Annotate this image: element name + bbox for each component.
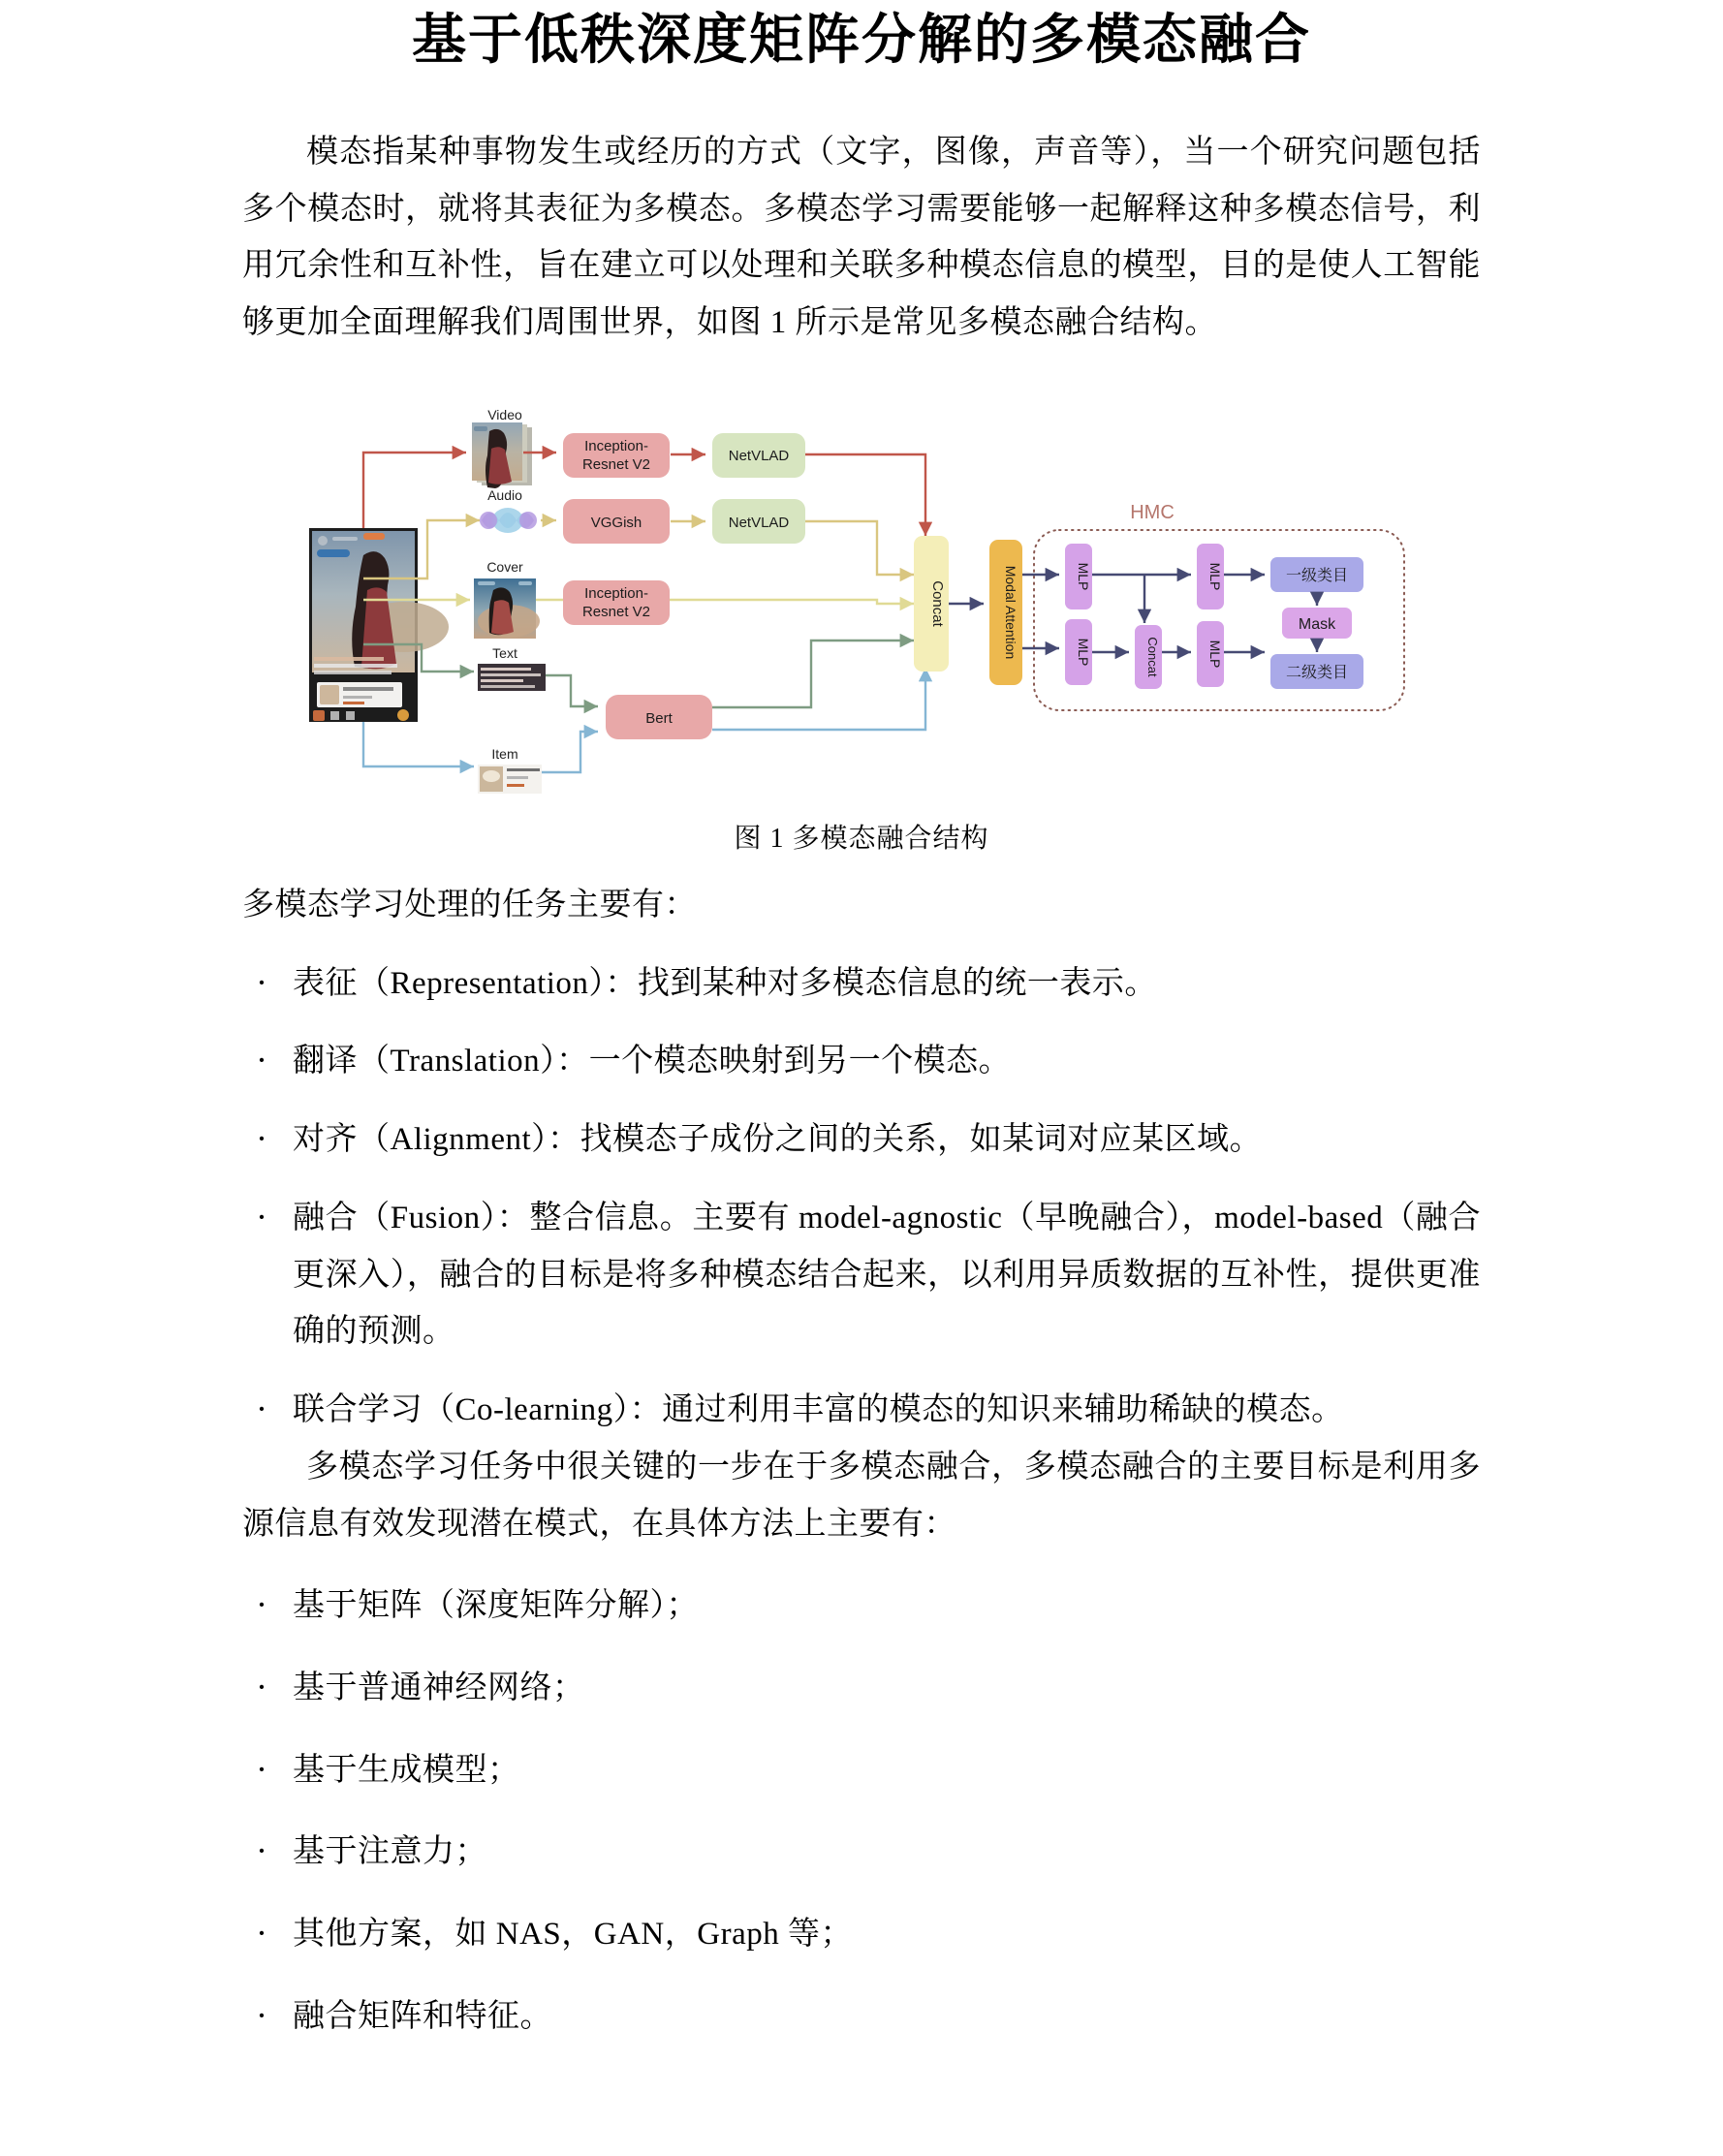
- text-label: Text: [492, 644, 517, 661]
- list-item: · 表征（Representation）：找到某种对多模态信息的统一表示。: [242, 955, 1481, 1013]
- paragraph-fusion-goal: 多模态学习任务中很关键的一步在于多模态融合，多模态融合的主要目标是利用多源信息有效发现潜在模式，在具体方法上主要有：: [242, 1449, 1481, 1542]
- audio-waveform-icon: [480, 508, 537, 533]
- paragraph-intro: 模态指某种事物发生或经历的方式（文字，图像，声音等），当一个研究问题包括多个模态时，就将其表征为多模态。多模态学习需要能够一起解释这种多模态信号，利用冗余性和互补性，旨在建立可以处理和关联多种模态信息的模型，目的是使人工智能够更加全面理解我们周围世界，如图 1 所示是常见多模态融合结构。: [242, 135, 1481, 341]
- video-encoder-line2: Resnet V2: [581, 455, 651, 473]
- page-title: 基于低秩深度矩阵分解的多模态融合: [412, 9, 1311, 70]
- text-encoder-label: Bert: [645, 709, 673, 727]
- list-item: · 融合（Fusion）：整合信息。主要有 model-agnostic（早晚融合），model-based（融合更深入），融合的目标是将多种模态结合起来，以利用异质数据的互补性，提供更准确的预测。: [242, 1190, 1481, 1360]
- audio-pool-label: NetVLAD: [728, 514, 790, 531]
- list-item: · 基于生成模型；: [242, 1742, 1481, 1799]
- text-modality: [478, 641, 914, 739]
- methods-list: [242, 1578, 1481, 2045]
- video-pool-label: NetVLAD: [728, 447, 790, 464]
- fusion-concat-label: Concat: [929, 580, 946, 627]
- hmc-level2-label: 二级类目: [1285, 664, 1349, 681]
- hmc-mask-label: Mask: [1298, 615, 1336, 633]
- modal-attention-box: [989, 540, 1022, 685]
- list-item: · 基于普通神经网络；: [242, 1660, 1481, 1717]
- figure-caption: 图 1 多模态融合结构: [734, 823, 989, 854]
- hmc-mlp-top-1-label: MLP: [1076, 562, 1091, 591]
- item-label: Item: [491, 745, 518, 762]
- audio-modality: [480, 487, 914, 575]
- audio-label: Audio: [487, 486, 522, 503]
- cover-encoder-line1: Inception-: [584, 584, 648, 602]
- hmc-group: [1022, 502, 1404, 710]
- cover-encoder-line2: Resnet V2: [581, 603, 651, 620]
- hmc-label: HMC: [1130, 501, 1175, 523]
- list-item: · 基于注意力；: [242, 1824, 1481, 1881]
- video-encoder-line1: Inception-: [584, 437, 648, 454]
- list-item: · 翻译（Translation）：一个模态映射到另一个模态。: [242, 1033, 1481, 1090]
- list-item: · 融合矩阵和特征。: [242, 1988, 1481, 2046]
- hmc-mlp-top-2-label: MLP: [1207, 562, 1223, 591]
- video-modality: [472, 407, 925, 536]
- tasks-list: [242, 955, 1481, 1439]
- video-label: Video: [487, 406, 522, 422]
- hmc-level1-label: 一级类目: [1285, 567, 1349, 584]
- list-item: · 其他方案，如 NAS，GAN，Graph 等；: [242, 1906, 1481, 1963]
- figure-1: [242, 385, 1481, 856]
- tasks-lead-in: 多模态学习处理的任务主要有：: [242, 887, 697, 922]
- modal-attention-label: Modal Attention: [1003, 565, 1018, 660]
- list-item: · 基于矩阵（深度矩阵分解）；: [242, 1578, 1481, 1635]
- multimodal-fusion-diagram: [299, 385, 1424, 801]
- fusion-concat-box: [914, 536, 984, 672]
- hmc-mlp-bottom-2-label: MLP: [1207, 640, 1223, 669]
- cover-label: Cover: [486, 558, 523, 575]
- list-item: · 联合学习（Co-learning）：通过利用丰富的模态的知识来辅助稀缺的模态。: [242, 1382, 1481, 1439]
- list-item: · 对齐（Alignment）：找模态子成份之间的关系，如某词对应某区域。: [242, 1111, 1481, 1169]
- cover-modality: [474, 559, 914, 639]
- audio-encoder-label: VGGish: [590, 514, 642, 531]
- hmc-inner-concat-label: Concat: [1145, 637, 1160, 677]
- hmc-mlp-bottom-1-label: MLP: [1076, 638, 1091, 667]
